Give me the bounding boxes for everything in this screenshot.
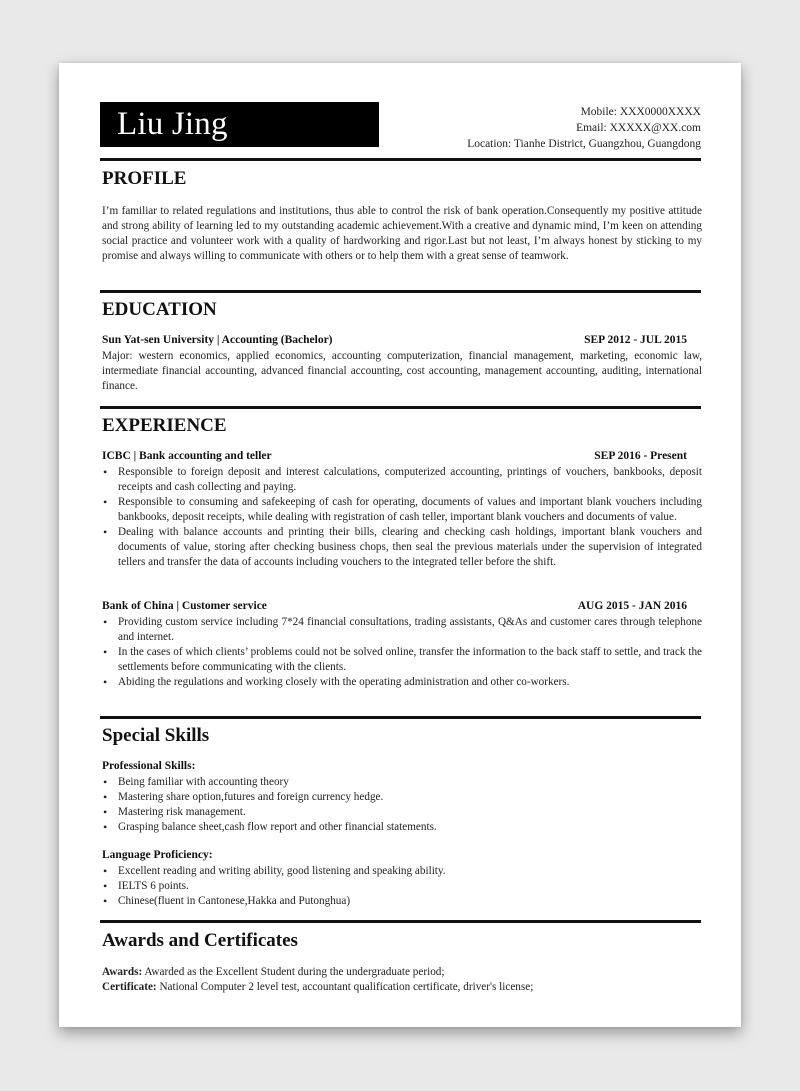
job-dates: SEP 2016 - Present <box>594 450 687 462</box>
list-item: • Mastering risk management. <box>102 805 702 820</box>
certificate-text: National Computer 2 level test, accountant qualification certificate, driver's license; <box>156 981 534 993</box>
list-item: • Mastering share option,futures and foreign currency hedge. <box>102 790 702 805</box>
job-bullets <box>102 465 702 570</box>
professional-skills-label: Professional Skills: <box>102 760 196 772</box>
experience-heading: EXPERIENCE <box>102 415 227 436</box>
education-heading: EDUCATION <box>102 299 217 320</box>
name-banner <box>100 102 379 147</box>
job-company: Bank of China | Customer service <box>102 600 267 612</box>
list-item: • In the cases of which clients’ problems could not be solved online, transfer the information to the back staff to settle, and track the settlements before communicating with the clients. <box>102 645 702 675</box>
divider <box>100 716 701 719</box>
job-entry <box>102 450 687 462</box>
list-item: • Dealing with balance accounts and printing their bills, clearing and checking cash holdings, important blank vouchers and documents of value, storing after checking business chops, then seal the previous materials under the supervision of integrated tellers and transfer the data of accounts including vouchers to the integrated teller before the shift. <box>102 525 702 570</box>
list-item: • Being familiar with accounting theory <box>102 775 702 790</box>
list-item: • Grasping balance sheet,cash flow report and other financial statements. <box>102 820 702 835</box>
professional-skills-list <box>102 775 702 835</box>
awards-heading: Awards and Certificates <box>102 930 298 951</box>
profile-heading: PROFILE <box>102 168 187 189</box>
education-major: Major: western economics, applied economics, accounting computerization, financial management, marketing, economic law, intermediate financial accounting, advanced financial accounting, cost accounting, management accounting, auditing, international finance. <box>102 350 702 392</box>
list-item: • IELTS 6 points. <box>102 879 702 894</box>
language-list <box>102 864 702 909</box>
list-item: • Responsible to consuming and safekeeping of cash for operating, documents of values and important blank vouchers including bankbooks, deposit receipts, while dealing with registration of cash teller, important blank vouchers and documents of value. <box>102 495 702 525</box>
list-item: • Excellent reading and writing ability, good listening and speaking ability. <box>102 864 702 879</box>
list-item: • Providing custom service including 7*24 financial consultations, trading assistants, Q&As and customer cares through telephone and internet. <box>102 615 702 645</box>
education-entry <box>102 334 687 346</box>
divider <box>100 920 701 923</box>
list-item: • Abiding the regulations and working closely with the operating administration and other co-workers. <box>102 675 702 690</box>
awards-text: Awarded as the Excellent Student during the undergraduate period; <box>142 966 445 978</box>
certificate-line <box>102 980 702 995</box>
job-company: ICBC | Bank accounting and teller <box>102 450 272 462</box>
divider <box>100 158 701 161</box>
skills-heading: Special Skills <box>102 725 210 746</box>
contact-info <box>467 104 701 152</box>
contact-email: Email: XXXXX@XX.com <box>576 122 701 134</box>
divider <box>100 290 701 293</box>
language-label: Language Proficiency: <box>102 849 213 861</box>
job-bullets <box>102 615 702 690</box>
job-entry <box>102 600 687 612</box>
candidate-name: Liu Jing <box>117 106 228 142</box>
certificate-label: Certificate: <box>102 981 157 993</box>
school-name: Sun Yat-sen University | Accounting (Bachelor) <box>102 334 333 346</box>
list-item: • Chinese(fluent in Cantonese,Hakka and Putonghua) <box>102 894 702 909</box>
contact-location: Location: Tianhe District, Guangzhou, Guangdong <box>467 138 701 150</box>
contact-mobile: Mobile: XXX0000XXXX <box>580 106 701 118</box>
awards-line <box>102 965 702 980</box>
education-dates: SEP 2012 - JUL 2015 <box>584 334 687 346</box>
awards-label: Awards: <box>102 966 143 978</box>
resume-page <box>59 63 741 1027</box>
divider <box>100 406 701 409</box>
list-item: • Responsible to foreign deposit and interest calculations, computerized accounting, printings of vouchers, bankbooks, deposit receipts and cash collecting and paying. <box>102 465 702 495</box>
job-dates: AUG 2015 - JAN 2016 <box>577 600 687 612</box>
profile-text: I’m familiar to related regulations and institutions, thus able to control the risk of bank operation.Consequently my positive attitude and strong ability of learning led to my outstanding academic achievement.With a creative and dynamic mind, I’m keen on attending social practice and volunteer work with a quality of hardworking and rigor.Last but not least, I’m always honest by sticking to my promise and always willing to communicate with others or to help them with a great sense of teamwork. <box>102 205 702 262</box>
